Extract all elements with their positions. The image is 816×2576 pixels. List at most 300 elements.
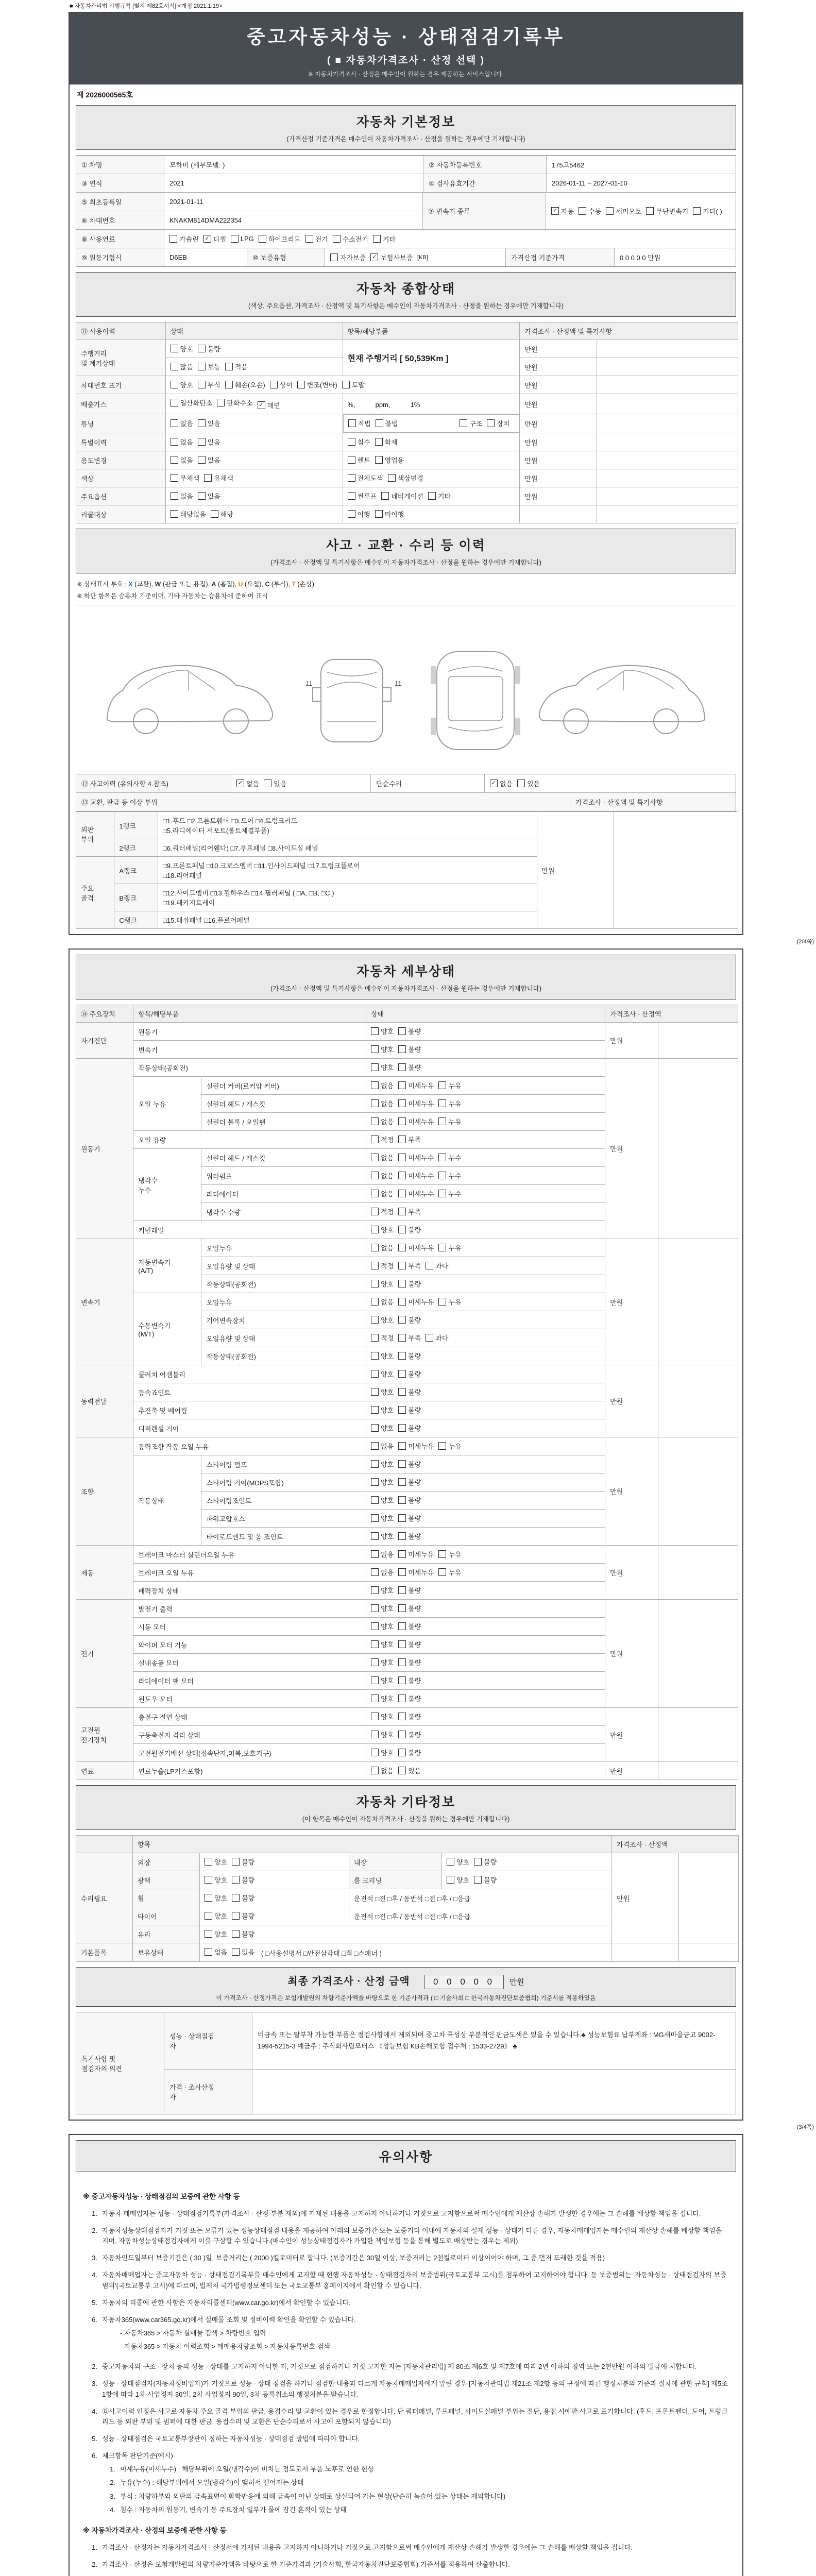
state-options: [200, 1925, 612, 1943]
checkbox-label: 누유: [448, 1082, 462, 1090]
checkbox-label: 양호: [381, 1461, 394, 1468]
checkbox-양호[interactable]: [371, 1477, 394, 1487]
checkbox-불량[interactable]: [398, 1026, 421, 1036]
checkbox-미세누유[interactable]: [398, 1098, 434, 1108]
checkbox-box-icon: [447, 1876, 454, 1884]
checkbox-기타( )[interactable]: [693, 206, 722, 216]
checkbox-양호[interactable]: [205, 1929, 227, 1939]
checkbox-양호[interactable]: [371, 1387, 394, 1397]
checkbox-불량[interactable]: [232, 1929, 254, 1939]
item-label: 실린더 헤드 / 개스킷: [201, 1149, 366, 1167]
checkbox-box-icon: [398, 1640, 406, 1648]
notice-item: [83, 2543, 729, 2553]
checkbox-양호[interactable]: [371, 1495, 394, 1505]
checkbox-없음[interactable]: [171, 491, 193, 501]
checkbox-장치[interactable]: [487, 418, 509, 428]
page-block-3: [69, 2134, 743, 2576]
checkbox-화재[interactable]: [375, 437, 398, 447]
checkbox-양호[interactable]: [447, 1875, 469, 1885]
checkbox-없음[interactable]: [371, 1171, 394, 1180]
checkbox-누유[interactable]: [438, 1549, 461, 1559]
checkbox-양호[interactable]: [205, 1875, 227, 1885]
checkbox-LPG[interactable]: [231, 235, 254, 243]
checkbox-box-icon: [438, 1550, 446, 1558]
checkbox-양호[interactable]: [371, 1730, 394, 1739]
checkbox-있음[interactable]: [517, 778, 540, 788]
checkbox-양호[interactable]: [447, 1857, 469, 1867]
state-options: [366, 1546, 605, 1564]
checkbox-box-icon: [438, 1298, 446, 1306]
checkbox-불량[interactable]: [398, 1062, 421, 1072]
checkbox-없음[interactable]: [371, 1297, 394, 1307]
checkbox-미세누수[interactable]: [398, 1189, 434, 1198]
checkbox-없음[interactable]: [371, 1153, 394, 1162]
checkbox-없음[interactable]: [171, 455, 193, 465]
checkbox-없음[interactable]: [371, 1766, 394, 1775]
checkbox-양호[interactable]: [371, 1621, 394, 1631]
checkbox-많음[interactable]: [171, 362, 193, 371]
item-label: 실린더 블록 / 오일팬: [201, 1113, 366, 1131]
checkbox-양호[interactable]: [371, 1279, 394, 1289]
checkbox-렌트[interactable]: [348, 455, 370, 465]
final-price-bar: [76, 1967, 736, 2007]
checkbox-누유[interactable]: [438, 1441, 461, 1451]
checkbox-도말[interactable]: [342, 380, 365, 389]
column-header: 항목/해당부품: [343, 323, 520, 340]
field-label: ⑦ 변속기 종류: [422, 193, 546, 229]
checkbox-box-icon: [426, 1334, 433, 1342]
checkbox-훼손(오손)[interactable]: [225, 380, 265, 389]
checkbox-있음[interactable]: [232, 1947, 254, 1957]
checkbox-기타[interactable]: [428, 491, 451, 501]
checkbox-가솔린[interactable]: [169, 234, 199, 244]
checkbox-양호[interactable]: [371, 1369, 394, 1379]
other-row: [76, 1943, 739, 1962]
checkbox-box-icon: [217, 399, 225, 406]
checkbox-없음[interactable]: [371, 1441, 394, 1451]
checkbox-적법[interactable]: [348, 418, 371, 428]
checkbox-box-icon: [373, 235, 381, 243]
checkbox-부족[interactable]: [398, 1333, 421, 1343]
checkbox-하이브리드[interactable]: [259, 234, 301, 244]
checkbox-양호[interactable]: [371, 1675, 394, 1685]
damage-code-C: C: [265, 581, 270, 588]
price-cell: 만원: [537, 812, 614, 929]
checkbox-불량[interactable]: [398, 1585, 421, 1595]
checkbox-상이[interactable]: [270, 380, 293, 389]
checkbox-불량[interactable]: [232, 1857, 254, 1867]
checkbox-box-icon: [198, 363, 206, 370]
price-cell: 만원: [612, 1853, 679, 1943]
checkbox-불량[interactable]: [398, 1351, 421, 1361]
accident-parts-table: [76, 811, 738, 929]
checkbox-불량[interactable]: [398, 1639, 421, 1649]
checkbox-label: 양호: [214, 1930, 228, 1938]
checkbox-없음[interactable]: [371, 1116, 394, 1126]
checkbox-없음[interactable]: [371, 1098, 394, 1108]
checkbox-누수[interactable]: [438, 1189, 461, 1198]
checkbox-box-icon: [342, 381, 350, 388]
checkbox-부족[interactable]: [398, 1207, 421, 1216]
price-cell: 만원: [605, 1762, 658, 1780]
checkbox-미세누유[interactable]: [398, 1116, 434, 1126]
note-cell: [658, 1059, 738, 1239]
state-options-split: [343, 414, 520, 433]
checkbox-없음[interactable]: [236, 778, 259, 788]
checkbox-label: 불량: [408, 1677, 421, 1685]
checkbox-양호[interactable]: [371, 1405, 394, 1415]
checkbox-양호[interactable]: [205, 1893, 227, 1903]
notice-item-text: 체크항목 판단기준(예시) 1. 미세누유(미세누수) : 해당부위에 오일(냉각수)이 비치는 정도로서 부품 노후로 인한 현상 2. 누유(누수) : 해당부위에서 오일(냉각수)이 맺혀서 떨어지는 상태 3. 부식 : 차량하부와 외판의 금속표면이 화학반응에 의해 금속이 아닌 상태로 상실되어 가는 현상(단순히 녹슬어 있는 상태는 제외합니다) 4. 침수 : 자동차의 원동기, 변속기 등 주요장치 일부가 물에 잠긴 흔적이 있는 상태: [102, 2451, 729, 2518]
checkbox-없음[interactable]: [371, 1567, 394, 1577]
checkbox-적정[interactable]: [371, 1261, 394, 1270]
checkbox-침수[interactable]: [348, 437, 370, 447]
state-options: [366, 1293, 605, 1311]
checkbox-label: 미세누유: [408, 1569, 434, 1577]
checkbox-양호[interactable]: [371, 1657, 394, 1667]
checkbox-누수[interactable]: [438, 1153, 461, 1162]
checkbox-label: 양호: [456, 1876, 470, 1884]
column-header: 상태: [366, 1005, 605, 1023]
checkbox-불법[interactable]: [376, 418, 398, 428]
checkbox-label: 보험사보증: [380, 254, 413, 262]
state-options: [366, 1455, 605, 1473]
checkbox-label: 양호: [381, 1280, 394, 1288]
checkbox-불량[interactable]: [474, 1857, 497, 1867]
checkbox-양호[interactable]: [171, 380, 193, 389]
price-cell: [520, 505, 597, 523]
checkbox-누유[interactable]: [438, 1243, 461, 1252]
notice-item-number: 3.: [92, 2254, 97, 2262]
checkbox-양호[interactable]: [371, 1351, 394, 1361]
notice-sub-number: 4.: [110, 2505, 115, 2514]
section-subtitle: (이 항목은 매수인이 자동차가격조사 · 산정을 원하는 경우에만 기재합니다): [302, 1816, 510, 1823]
final-price-value: 0 0 0 0 0: [424, 1975, 504, 1989]
checkbox-label: 양호: [381, 1641, 394, 1649]
checkbox-양호[interactable]: [371, 1585, 394, 1595]
table-row: [76, 487, 738, 505]
checkbox-부족[interactable]: [398, 1134, 421, 1144]
checkbox-적음[interactable]: [225, 362, 248, 371]
checkbox-불량[interactable]: [398, 1279, 421, 1289]
checkbox-box-icon: [232, 1876, 240, 1884]
item-label: 커먼레일: [133, 1221, 366, 1239]
checkbox-미이행[interactable]: [375, 509, 404, 519]
checkbox-영업용[interactable]: [375, 455, 404, 465]
checkbox-불량[interactable]: [474, 1875, 497, 1885]
field-label: ⑤ 최초등록일: [76, 193, 164, 211]
checkbox-양호[interactable]: [371, 1513, 394, 1523]
checkbox-색상변경[interactable]: [388, 473, 423, 483]
checkbox-전체도색[interactable]: [348, 473, 383, 483]
checkbox-없음[interactable]: [371, 1080, 394, 1090]
checkbox-해당[interactable]: [211, 509, 233, 519]
checkbox-누유[interactable]: [438, 1567, 461, 1577]
basic-row: [76, 248, 736, 266]
state-options: [343, 505, 520, 523]
checkbox-양호[interactable]: [371, 1225, 394, 1234]
checkbox-미세누유[interactable]: [398, 1549, 434, 1559]
basic-row: [76, 193, 736, 230]
checkbox-불량[interactable]: [232, 1893, 254, 1903]
checkbox-미세누수[interactable]: [398, 1153, 434, 1162]
checkbox-누수[interactable]: [438, 1171, 461, 1180]
checkbox-양호[interactable]: [171, 344, 193, 353]
column-header: 항목/해당부품: [133, 1005, 366, 1023]
checkbox-불량[interactable]: [398, 1459, 421, 1469]
checkbox-label: LPG: [240, 235, 254, 243]
checkbox-불량[interactable]: [398, 1405, 421, 1415]
checkbox-양호[interactable]: [371, 1693, 394, 1703]
checkbox-불량[interactable]: [232, 1875, 254, 1885]
checkbox-label: 양호: [381, 1425, 394, 1432]
checkbox-box-icon: [438, 1172, 446, 1179]
checkbox-label: 불량: [408, 1316, 421, 1324]
item-label: 발전기 출력: [133, 1600, 366, 1618]
checkbox-부족[interactable]: [398, 1261, 421, 1270]
checkbox-구조[interactable]: [460, 418, 482, 428]
checkbox-불량[interactable]: [398, 1603, 421, 1613]
checkbox-불량[interactable]: [398, 1675, 421, 1685]
checkbox-자동[interactable]: [551, 206, 574, 216]
part-group-label: 외판 부위: [76, 812, 114, 857]
checkbox-누유[interactable]: [438, 1098, 461, 1108]
checkbox-네비게이션[interactable]: [381, 491, 423, 501]
checkbox-보통[interactable]: [198, 362, 220, 371]
checkbox-없음[interactable]: [171, 418, 193, 428]
sub-group-label: 자동변속기 (A/T): [133, 1239, 201, 1293]
checkbox-없음[interactable]: [205, 1947, 227, 1957]
checkbox-불량[interactable]: [398, 1531, 421, 1541]
checkbox-box-icon: [398, 1226, 406, 1233]
checkbox-미세누유[interactable]: [398, 1243, 434, 1252]
notice-item-text: 자동차인도일부터 보증기간은 ( 30 )일, 보증거리는 ( 2000 )킬로미터로 합니다. (보증기간은 30일 이상, 보증거리는 2천킬로미터 이상이어야 하며, 그 중 먼저 도래한 것을 적용): [102, 2254, 605, 2262]
checkbox-불량[interactable]: [232, 1911, 254, 1921]
checkbox-세미오토[interactable]: [606, 206, 641, 216]
checkbox-수소전기[interactable]: [333, 234, 368, 244]
checkbox-없음[interactable]: [171, 437, 193, 447]
notice-sub-list: [105, 2328, 729, 2352]
checkbox-무채색[interactable]: [171, 473, 200, 483]
damage-code-W: W: [155, 581, 161, 588]
checkbox-label: 양호: [214, 1858, 228, 1866]
checkbox-불량[interactable]: [398, 1423, 421, 1433]
checkbox-유채색[interactable]: [204, 473, 233, 483]
checkbox-불량[interactable]: [398, 1621, 421, 1631]
checkbox-없음[interactable]: [371, 1549, 394, 1559]
item-label: 타이어: [133, 1907, 200, 1925]
checkbox-box-icon: [205, 1912, 212, 1920]
diagram-number-left: 11: [305, 680, 313, 687]
state-options: [366, 1221, 605, 1239]
checkbox-불량[interactable]: [398, 1693, 421, 1703]
checkbox-box-icon: ✓: [370, 253, 378, 261]
checkbox-없음[interactable]: [371, 1243, 394, 1252]
checkbox-있음[interactable]: [264, 778, 286, 788]
checkbox-미세누유[interactable]: [398, 1567, 434, 1577]
checkbox-label: 없음: [381, 1298, 394, 1306]
accident-history-row: [76, 774, 736, 793]
checkbox-디젤[interactable]: [203, 234, 226, 244]
checkbox-box-icon: [438, 1117, 446, 1125]
checkbox-양호[interactable]: [371, 1026, 394, 1036]
checkbox-양호[interactable]: [371, 1748, 394, 1757]
checkbox-자가보증[interactable]: [330, 252, 366, 262]
checkbox-box-icon: [398, 1208, 406, 1215]
checkbox-적정[interactable]: [371, 1333, 394, 1343]
checkbox-이행[interactable]: [348, 509, 370, 519]
checkbox-기타[interactable]: [373, 234, 396, 244]
state-options: [165, 451, 343, 469]
checkbox-불량[interactable]: [398, 1711, 421, 1721]
damage-code-desc: (흠집),: [216, 581, 239, 588]
simple-repair-label: 단순수리: [371, 774, 485, 792]
checkbox-누유[interactable]: [438, 1116, 461, 1126]
checkbox-box-icon: [371, 1694, 379, 1702]
checkbox-box-icon: [371, 1280, 379, 1287]
vehicle-name-value: 모하비 (세부모델: ): [164, 156, 423, 174]
checkbox-box-icon: [398, 1514, 406, 1522]
state-options: [366, 1239, 605, 1257]
checkbox-있음[interactable]: [198, 491, 220, 501]
checkbox-누유[interactable]: [438, 1297, 461, 1307]
checkbox-양호[interactable]: [205, 1911, 227, 1921]
checkbox-box-icon: [398, 1334, 406, 1342]
checkbox-box-icon: [438, 1568, 446, 1576]
state-options: [200, 1871, 349, 1889]
checkbox-불량[interactable]: [398, 1657, 421, 1667]
notice-item-number: 4.: [92, 2271, 97, 2279]
price-cell: 만원: [520, 469, 597, 487]
checkbox-과다[interactable]: [426, 1261, 448, 1270]
checkbox-양호[interactable]: [371, 1459, 394, 1469]
column-header: ⑪ 사용이력: [76, 323, 166, 340]
checkbox-box-icon: [371, 1172, 379, 1179]
checkbox-불량[interactable]: [398, 1387, 421, 1397]
checkbox-없음[interactable]: [371, 1189, 394, 1198]
item-label: 스티어링조인트: [201, 1492, 366, 1510]
checkbox-label: 양호: [214, 1876, 228, 1884]
checkbox-box-icon: [398, 1172, 406, 1179]
checkbox-불량[interactable]: [398, 1513, 421, 1523]
checkbox-label: 양호: [381, 1533, 394, 1540]
checkbox-없음[interactable]: [490, 778, 513, 788]
checkbox-label: 침수: [357, 438, 370, 446]
checkbox-적정[interactable]: [371, 1207, 394, 1216]
checkbox-있음[interactable]: [398, 1766, 421, 1775]
state-options: [366, 1041, 605, 1059]
checkbox-불량[interactable]: [398, 1477, 421, 1487]
checkbox-box-icon: [231, 235, 239, 243]
notice-item-text: 자동차의 리콜에 관한 사항은 자동차리콜센터(www.car.go.kr)에서 확인할 수 있습니다.: [102, 2298, 351, 2307]
checkbox-보험사보증[interactable]: [370, 252, 413, 262]
note-cell: [658, 1708, 738, 1762]
checkbox-양호[interactable]: [371, 1062, 394, 1072]
checkbox-썬루프[interactable]: [348, 491, 377, 501]
checkbox-부식[interactable]: [198, 380, 220, 389]
column-header: ⑭ 주요장치: [76, 1005, 133, 1023]
checkbox-box-icon: [371, 1262, 379, 1269]
checkbox-양호[interactable]: [371, 1711, 394, 1721]
rank-items: □15.대쉬패널 □16.플로어패널: [158, 911, 537, 929]
price-cell: 만원: [520, 414, 597, 433]
notice-item: [83, 2226, 729, 2246]
checkbox-불량[interactable]: [198, 344, 220, 353]
state-options: [165, 469, 343, 487]
simple-repair-options: [485, 774, 736, 792]
checkbox-양호[interactable]: [205, 1857, 227, 1867]
state-options: [366, 1113, 605, 1131]
checkbox-box-icon: [371, 1226, 379, 1233]
checkbox-label: 기타( ): [703, 208, 722, 215]
checkbox-양호[interactable]: [371, 1423, 394, 1433]
checkbox-누유[interactable]: [438, 1080, 461, 1090]
checkbox-box-icon: [198, 492, 206, 500]
checkbox-양호[interactable]: [371, 1315, 394, 1325]
row-label: 주행거리 및 계기상태: [76, 340, 166, 376]
checkbox-매연[interactable]: [258, 400, 280, 410]
checkbox-무단변속기[interactable]: [646, 206, 688, 216]
checkbox-box-icon: [371, 1749, 379, 1756]
sub-group-label: 수동변속기 (M/T): [133, 1293, 201, 1365]
checkbox-변조(변타)[interactable]: [297, 380, 337, 389]
checkbox-탄화수소[interactable]: [217, 398, 252, 408]
checkbox-불량[interactable]: [398, 1315, 421, 1325]
checkbox-있음[interactable]: [198, 437, 220, 447]
notice-sub-item: [105, 2505, 729, 2515]
damage-code-X: X: [128, 581, 133, 588]
checkbox-불량[interactable]: [398, 1044, 421, 1054]
checkbox-있음[interactable]: [198, 455, 220, 465]
item-label: 휠: [133, 1889, 200, 1907]
item-label: 스티어링 펌프: [201, 1455, 366, 1473]
checkbox-과다[interactable]: [426, 1333, 448, 1343]
checkbox-box-icon: [205, 1948, 212, 1956]
checkbox-불량[interactable]: [398, 1495, 421, 1505]
checkbox-불량[interactable]: [398, 1369, 421, 1379]
checkbox-불량[interactable]: [398, 1748, 421, 1757]
checkbox-미세누유[interactable]: [398, 1297, 434, 1307]
checkbox-box-icon: [426, 1262, 433, 1269]
state-options: [343, 487, 520, 505]
notice-item-number: 3.: [92, 2380, 97, 2388]
checkbox-미세누수[interactable]: [398, 1171, 434, 1180]
row-label: 용도변경: [76, 451, 166, 469]
group-label: 기본품목: [76, 1943, 133, 1962]
checkbox-불량[interactable]: [398, 1730, 421, 1739]
price-cell: 만원: [605, 1023, 658, 1059]
position-detail: 운전석 □전 □후 / 동반석 □전 □후 / □응급: [349, 1907, 612, 1925]
item-label: 워터펌프: [201, 1167, 366, 1185]
state-options: [165, 376, 520, 394]
checkbox-수동[interactable]: [579, 206, 601, 216]
checkbox-양호[interactable]: [371, 1531, 394, 1541]
checkbox-양호[interactable]: [371, 1639, 394, 1649]
checkbox-일산화탄소[interactable]: [171, 398, 213, 408]
checkbox-해당없음[interactable]: [171, 509, 206, 519]
checkbox-있음[interactable]: [198, 418, 220, 428]
checkbox-미세누유[interactable]: [398, 1441, 434, 1451]
checkbox-전기[interactable]: [305, 234, 328, 244]
price-cell: 만원: [520, 340, 597, 358]
checkbox-적정[interactable]: [371, 1134, 394, 1144]
inspector-opinion-table: [76, 2012, 736, 2114]
checkbox-미세누유[interactable]: [398, 1080, 434, 1090]
checkbox-불량[interactable]: [398, 1225, 421, 1234]
checkbox-양호[interactable]: [371, 1603, 394, 1613]
checkbox-양호[interactable]: [371, 1044, 394, 1054]
basic-row: [76, 174, 736, 193]
